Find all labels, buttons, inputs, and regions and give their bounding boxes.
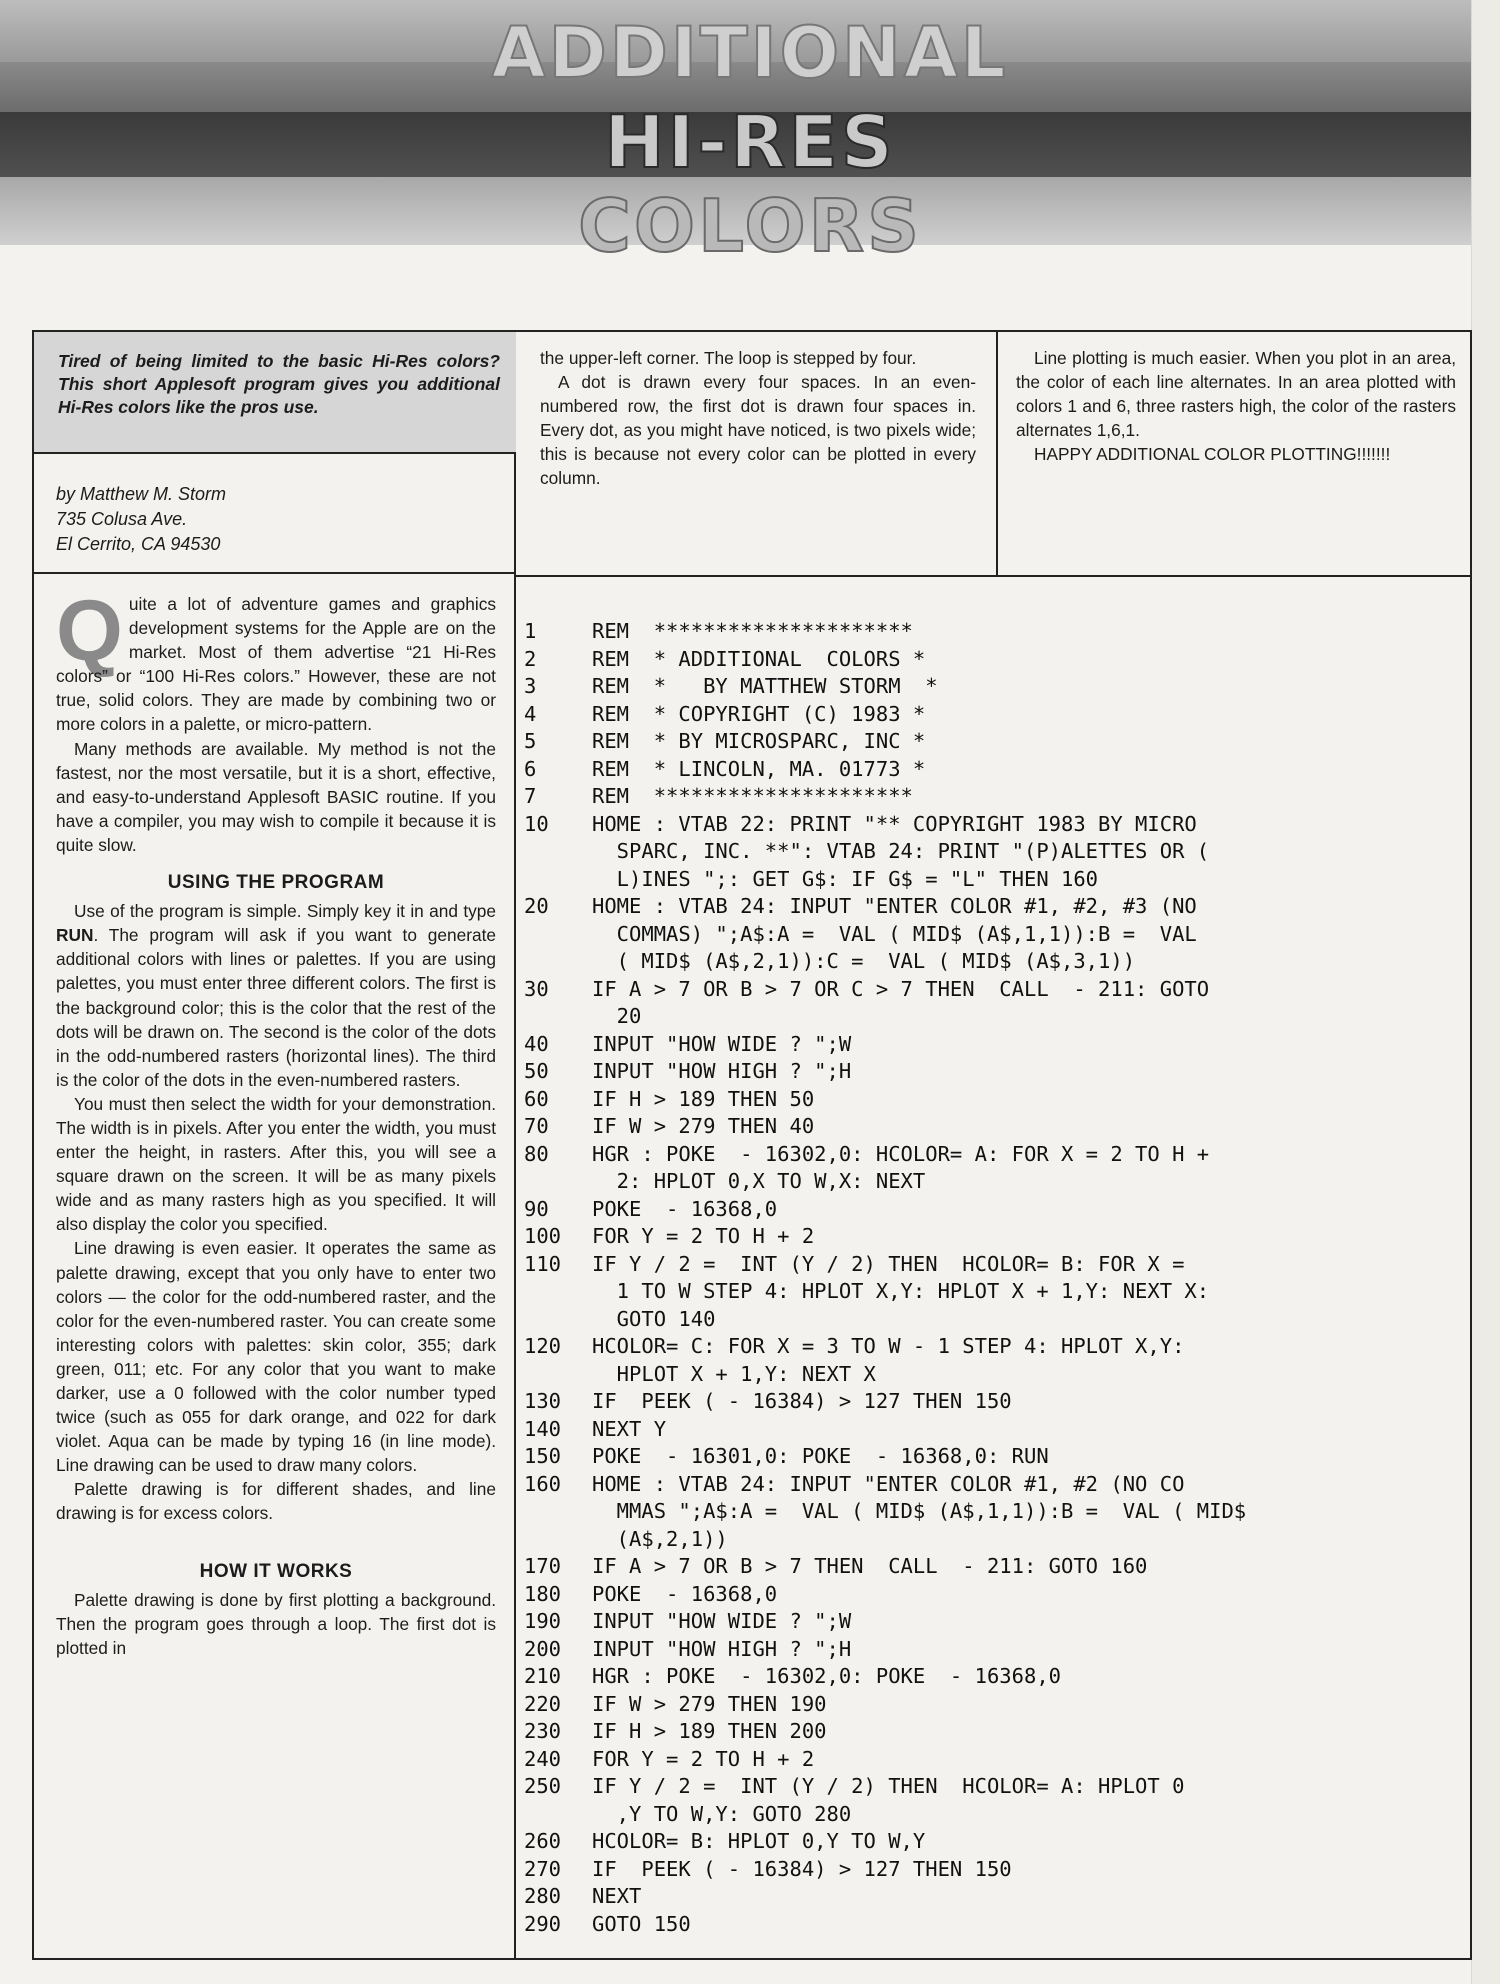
code-line — [524, 756, 1474, 784]
line-number: 70 — [524, 1114, 549, 1138]
code-line — [524, 646, 1474, 674]
code-text: L)INES ";: GET G$: IF G$ = "L" THEN 160 — [592, 866, 1099, 891]
code-text: HGR : POKE - 16302,0: POKE - 16368,0 — [592, 1664, 1061, 1688]
code-line — [524, 893, 1474, 921]
code-text: IF A > 7 OR B > 7 THEN CALL - 211: GOTO 160 — [592, 1554, 1148, 1578]
code-text: IF PEEK ( - 16384) > 127 THEN 150 — [592, 1389, 1012, 1413]
code-line — [524, 921, 1474, 949]
title-line-hi-res: HI-RES — [604, 100, 896, 184]
code-line — [524, 1306, 1474, 1334]
code-text: REM * ADDITIONAL COLORS * — [592, 646, 926, 671]
code-text: HOME : VTAB 24: INPUT "ENTER COLOR #1, #2 (NO CO — [592, 1471, 1185, 1496]
code-text: 1 TO W STEP 4: HPLOT X,Y: HPLOT X + 1,Y: NEXT X: — [592, 1279, 1210, 1303]
line-number — [524, 1526, 592, 1554]
code-text: 2: HPLOT 0,X TO W,X: NEXT — [592, 1169, 926, 1193]
paragraph: the upper-left corner. The loop is stepped by four. — [540, 348, 917, 368]
code-line — [524, 1471, 1474, 1499]
code-line — [524, 1581, 1474, 1609]
section-heading-using: USING THE PROGRAM — [167, 872, 385, 894]
line-number: 120 — [524, 1334, 562, 1358]
line-number: 190 — [524, 1609, 562, 1633]
code-line — [524, 1113, 1474, 1141]
code-text: IF H > 189 THEN 200 — [592, 1719, 827, 1743]
code-text: SPARC, INC. **": VTAB 24: PRINT "(P)ALETTES OR ( — [592, 839, 1210, 863]
code-line — [524, 618, 1474, 646]
line-number — [524, 1498, 592, 1526]
code-line — [524, 1828, 1474, 1856]
author-name: by Matthew M. Storm — [56, 484, 227, 504]
intro-rule — [34, 452, 516, 454]
code-text: REM ********************* — [592, 784, 913, 808]
code-text: FOR Y = 2 TO H + 2 — [592, 1746, 815, 1771]
code-text: INPUT "HOW WIDE ? ";W — [592, 1031, 852, 1056]
code-line — [524, 783, 1474, 811]
line-number: 180 — [524, 1581, 562, 1606]
line-number — [524, 1361, 592, 1389]
line-number — [524, 921, 592, 949]
line-number: 270 — [524, 1856, 562, 1881]
line-number — [524, 1306, 592, 1334]
code-line — [524, 1333, 1474, 1361]
line-number: 200 — [524, 1636, 562, 1661]
code-line — [524, 673, 1474, 701]
line-number: 100 — [524, 1224, 562, 1248]
code-text: GOTO 150 — [592, 1911, 691, 1936]
line-number: 5 — [524, 729, 537, 753]
paragraph: You must then select the width for your demonstration. The width is in pixels. After you enter the width, you must enter the height, in rasters. After this, you will see a square drawn on the screen. It will be as many pixels wide and as many rasters high as you specified. It will also display the color you specified. — [56, 1093, 496, 1235]
line-number: 170 — [524, 1554, 562, 1578]
code-text: ,Y TO W,Y: GOTO 280 — [592, 1801, 852, 1826]
code-line — [524, 701, 1474, 729]
code-text: REM * BY MATTHEW STORM * — [592, 674, 938, 698]
line-number: 1 — [524, 619, 537, 643]
column-rule — [996, 330, 998, 576]
line-number: 3 — [524, 674, 537, 698]
code-text: HCOLOR= C: FOR X = 3 TO W - 1 STEP 4: HPLOT X,Y: — [592, 1334, 1185, 1358]
code-text: HOME : VTAB 22: PRINT "** COPYRIGHT 1983 BY MICRO — [592, 811, 1197, 836]
line-number: 30 — [524, 976, 549, 1001]
listing-rule — [514, 575, 1472, 577]
line-number: 250 — [524, 1774, 562, 1798]
line-number: 20 — [524, 894, 549, 918]
line-number: 90 — [524, 1196, 549, 1221]
line-number: 280 — [524, 1884, 562, 1908]
run-command: RUN — [56, 925, 94, 946]
article-body-middle — [540, 346, 976, 491]
program-listing — [524, 618, 1474, 1938]
author-street: 735 Colusa Ave. — [56, 509, 188, 529]
paragraph: Many methods are available. My method is not the fastest, nor the most versatile, but it is a short, effective, and easy-to-understand Applesoft BASIC routine. If you have a compiler, you may wish to compile it because it is quite slow. — [56, 738, 496, 855]
line-number: 160 — [524, 1471, 562, 1496]
code-line — [524, 1856, 1474, 1884]
code-text: POKE - 16368,0 — [592, 1196, 778, 1221]
author-city: El Cerrito, CA 94530 — [56, 534, 221, 554]
code-text: IF Y / 2 = INT (Y / 2) THEN HCOLOR= B: FOR X = — [592, 1251, 1185, 1276]
paragraph: Use of the program is simple. Simply key it in and type RUN. The program will ask if you want to generate additional colors with lines or palettes. If you are using palettes, you must enter three different colors. The first is the background color; this is the color that the rest of the dots will be drawn on. The second is the color of the dots in the odd-numbered rasters (horizontal lines). The third is the color of the dots in the even-numbered rasters. — [56, 901, 496, 1090]
code-line — [524, 1388, 1474, 1416]
code-text: COMMAS) ";A$:A = VAL ( MID$ (A$,1,1)):B = VAL — [592, 921, 1197, 946]
byline — [56, 482, 506, 557]
paragraph: Line drawing is even easier. It operates the same as palette drawing, except that you only have to enter two colors — the color for the odd-numbered raster, and the color for the even-numbered raster. You can create some interesting colors with palettes: skin color, 355; dark green, 011; etc. For any color that you want to make darker, use a 0 followed with the color number typed twice (such as 055 for dark orange, and 022 for dark violet. Aqua can be made by typing 16 (in line mode). Line drawing can be used to draw many colors. — [56, 1238, 496, 1476]
code-text: POKE - 16301,0: POKE - 16368,0: RUN — [592, 1444, 1049, 1468]
code-line — [524, 1086, 1474, 1114]
code-text: POKE - 16368,0 — [592, 1581, 778, 1606]
code-line — [524, 1636, 1474, 1664]
line-number: 7 — [524, 784, 537, 808]
code-text: INPUT "HOW WIDE ? ";W — [592, 1609, 852, 1633]
code-line — [524, 1278, 1474, 1306]
code-line — [524, 976, 1474, 1004]
paragraph: Palette drawing is done by first plotting a background. Then the program goes through a loop. The first dot is plotted in — [56, 1589, 496, 1658]
line-number — [524, 1801, 592, 1829]
article-body-right — [1016, 346, 1456, 466]
code-text: NEXT — [592, 1884, 642, 1908]
paragraph: A dot is drawn every four spaces. In an even-numbered row, the first dot is drawn four spaces in. Every dot, as you might have noticed, is two pixels wide; this is because not every color can be plotted in every column. — [540, 372, 976, 489]
line-number: 140 — [524, 1416, 562, 1441]
paragraph: Quite a lot of adventure games and graphics development systems for the Apple are on the market. Most of them advertise “21 Hi-Res colors” or “100 Hi-Res colors.” However, these are not true, solid colors. They are made by combining two or more colors in a palette, or micro-pattern. — [56, 583, 496, 735]
line-number: 60 — [524, 1086, 549, 1111]
code-line — [524, 1498, 1474, 1526]
code-line — [524, 1003, 1474, 1031]
code-line — [524, 1168, 1474, 1196]
code-line — [524, 1196, 1474, 1224]
code-text: HPLOT X + 1,Y: NEXT X — [592, 1361, 876, 1386]
byline-rule — [34, 572, 516, 574]
line-number — [524, 1278, 592, 1306]
paragraph: Palette drawing is for different shades, and line drawing is for excess colors. — [56, 1479, 496, 1524]
code-text: 20 — [592, 1004, 642, 1028]
code-line — [524, 948, 1474, 976]
line-number: 230 — [524, 1719, 562, 1743]
code-line — [524, 1883, 1474, 1911]
code-line — [524, 1608, 1474, 1636]
paragraph: Line plotting is much easier. When you plot in an area, the color of each line alternates. In an area plotted with colors 1 and 6, three rasters high, the color of the rasters alternates 1,6,1. — [1016, 348, 1456, 441]
code-line — [524, 1663, 1474, 1691]
code-line — [524, 1223, 1474, 1251]
code-text: REM * LINCOLN, MA. 01773 * — [592, 756, 926, 781]
line-number: 210 — [524, 1664, 562, 1688]
code-text: IF H > 189 THEN 50 — [592, 1086, 815, 1111]
code-line — [524, 866, 1474, 894]
line-number: 2 — [524, 646, 537, 671]
code-line — [524, 811, 1474, 839]
code-line — [524, 1718, 1474, 1746]
code-line — [524, 1361, 1474, 1389]
line-number — [524, 1168, 592, 1196]
paragraph: HAPPY ADDITIONAL COLOR PLOTTING!!!!!!! — [1034, 444, 1391, 465]
code-line — [524, 1801, 1474, 1829]
code-line — [524, 1141, 1474, 1169]
code-line — [524, 1416, 1474, 1444]
intro-box — [34, 332, 516, 452]
line-number: 260 — [524, 1829, 562, 1853]
code-text: IF W > 279 THEN 40 — [592, 1114, 815, 1138]
line-number: 220 — [524, 1691, 562, 1716]
line-number: 290 — [524, 1911, 562, 1936]
line-number: 50 — [524, 1059, 549, 1083]
code-text: HCOLOR= B: HPLOT 0,Y TO W,Y — [592, 1829, 926, 1853]
line-number: 40 — [524, 1031, 549, 1056]
code-text: IF Y / 2 = INT (Y / 2) THEN HCOLOR= A: HPLOT 0 — [592, 1774, 1185, 1798]
code-text: REM * COPYRIGHT (C) 1983 * — [592, 701, 926, 726]
title-banner — [0, 0, 1500, 268]
line-number: 110 — [524, 1251, 562, 1276]
line-number: 240 — [524, 1746, 562, 1771]
code-line — [524, 1251, 1474, 1279]
code-text: INPUT "HOW HIGH ? ";H — [592, 1059, 852, 1083]
line-number: 4 — [524, 701, 537, 726]
drop-cap: Q — [56, 583, 123, 679]
code-line — [524, 1773, 1474, 1801]
code-line — [524, 1526, 1474, 1554]
section-heading-how: HOW IT WORKS — [199, 1560, 353, 1582]
code-text: IF A > 7 OR B > 7 OR C > 7 THEN CALL - 211: GOTO — [592, 976, 1210, 1001]
code-text: FOR Y = 2 TO H + 2 — [592, 1224, 815, 1248]
code-text: REM ********************* — [592, 619, 913, 643]
code-line — [524, 1058, 1474, 1086]
line-number — [524, 948, 592, 976]
code-line — [524, 838, 1474, 866]
code-line — [524, 728, 1474, 756]
code-line — [524, 1031, 1474, 1059]
title-line-additional: ADDITIONAL — [491, 12, 1009, 94]
code-text: (A$,2,1)) — [592, 1526, 728, 1551]
code-line — [524, 1691, 1474, 1719]
line-number: 6 — [524, 756, 537, 781]
code-text: NEXT Y — [592, 1416, 667, 1441]
title-line-colors: COLORS — [578, 184, 922, 268]
line-number: 10 — [524, 811, 549, 836]
code-text: ( MID$ (A$,2,1)):C = VAL ( MID$ (A$,3,1)) — [592, 949, 1136, 973]
code-text: HOME : VTAB 24: INPUT "ENTER COLOR #1, #2, #3 (NO — [592, 894, 1197, 918]
page-edge — [1471, 0, 1500, 1984]
code-text: IF W > 279 THEN 190 — [592, 1691, 827, 1716]
code-text: HGR : POKE - 16302,0: HCOLOR= A: FOR X = 2 TO H + — [592, 1141, 1210, 1166]
line-number: 130 — [524, 1389, 562, 1413]
line-number: 80 — [524, 1141, 549, 1166]
code-text: REM * BY MICROSPARC, INC * — [592, 729, 926, 753]
line-number — [524, 866, 592, 894]
code-text: INPUT "HOW HIGH ? ";H — [592, 1636, 852, 1661]
article-body-left — [56, 583, 496, 1660]
line-number — [524, 1003, 592, 1031]
code-line — [524, 1911, 1474, 1939]
code-text: MMAS ";A$:A = VAL ( MID$ (A$,1,1)):B = VAL ( MID$ — [592, 1499, 1247, 1523]
line-number: 150 — [524, 1444, 562, 1468]
code-line — [524, 1553, 1474, 1581]
code-line — [524, 1746, 1474, 1774]
code-text: GOTO 140 — [592, 1306, 716, 1331]
intro-text: Tired of being limited to the basic Hi-Res colors? This short Applesoft program gives you additional Hi-Res colors like the pros use. — [58, 351, 500, 417]
code-text: IF PEEK ( - 16384) > 127 THEN 150 — [592, 1856, 1012, 1881]
code-line — [524, 1443, 1474, 1471]
line-number — [524, 838, 592, 866]
